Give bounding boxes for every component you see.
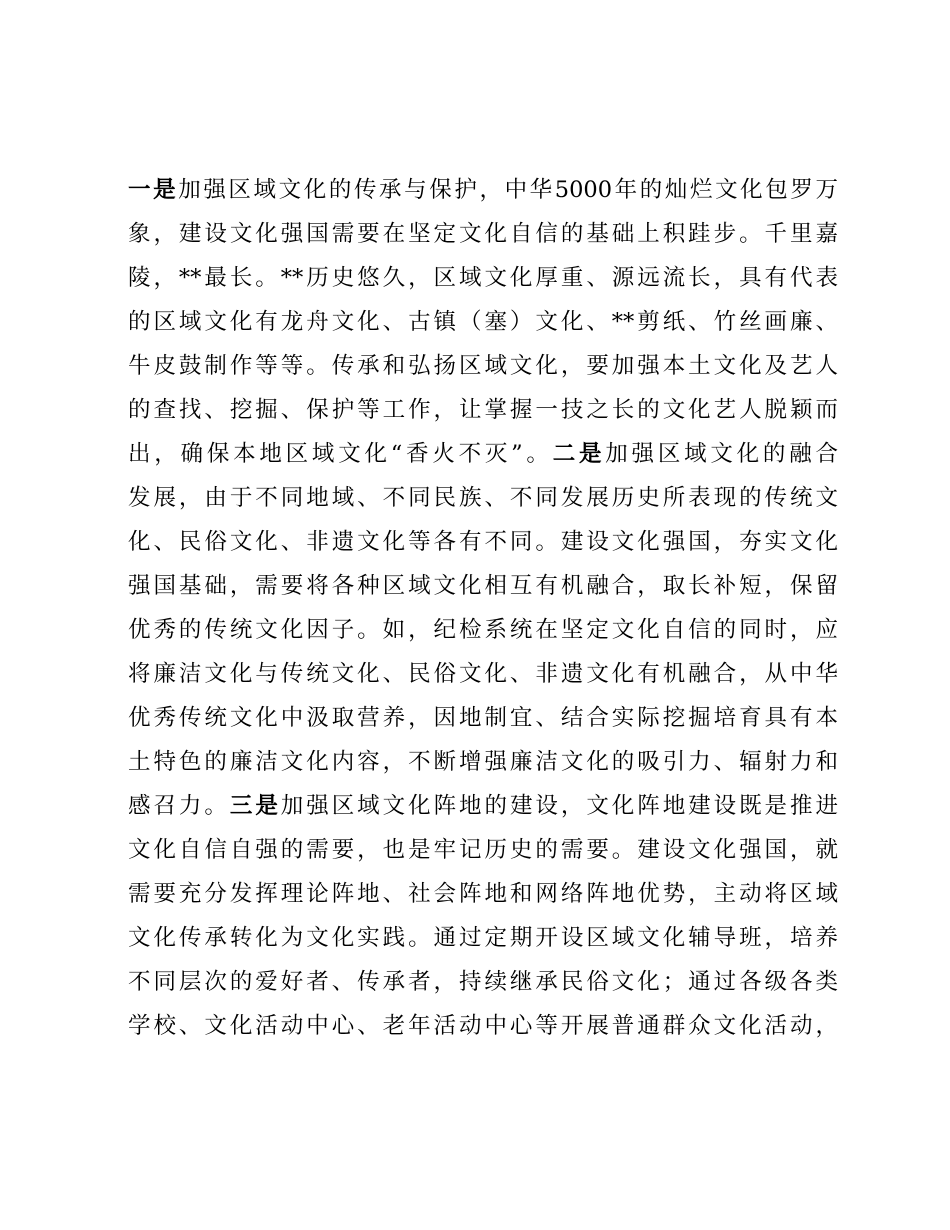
text-line: 象，建设文化强国需要在坚定文化自信的基础上积跬步。千里嘉 bbox=[128, 221, 838, 247]
text-line: 化、民俗文化、非遗文化等各有不同。建设文化强国，夯实文化 bbox=[128, 529, 838, 555]
text-line: 将廉洁文化与传统文化、民俗文化、非遗文化有机融合，从中华 bbox=[128, 661, 838, 687]
text-line: 不同层次的爱好者、传承者，持续继承民俗文化；通过各级各类 bbox=[128, 969, 838, 995]
point-one-marker: 一是 bbox=[128, 177, 179, 203]
text-line: 一是加强区域文化的传承与保护，中华5000年的灿烂文化包罗万 bbox=[128, 177, 838, 203]
point-two-marker: 二是 bbox=[552, 441, 606, 467]
text-line: 需要充分发挥理论阵地、社会阵地和网络阵地优势，主动将区域 bbox=[128, 881, 838, 907]
text-line: 发展，由于不同地域、不同民族、不同发展历史所表现的传统文 bbox=[128, 485, 838, 511]
text-line: 优秀的传统文化因子。如，纪检系统在坚定文化自信的同时，应 bbox=[128, 617, 838, 643]
text-line: 文化传承转化为文化实践。通过定期开设区域文化辅导班，培养 bbox=[128, 925, 838, 951]
text-line: 牛皮鼓制作等等。传承和弘扬区域文化，要加强本土文化及艺人 bbox=[128, 353, 838, 379]
text-line: 学校、文化活动中心、老年活动中心等开展普通群众文化活动， bbox=[128, 1013, 838, 1039]
text-line: 的区域文化有龙舟文化、古镇（塞）文化、**剪纸、竹丝画廉、 bbox=[128, 309, 838, 335]
text-line: 文化自信自强的需要，也是牢记历史的需要。建设文化强国，就 bbox=[128, 837, 838, 863]
point-three-marker: 三是 bbox=[229, 793, 281, 819]
text-line: 土特色的廉洁文化内容，不断增强廉洁文化的吸引力、辐射力和 bbox=[128, 749, 838, 775]
body-text bbox=[128, 168, 838, 1048]
text-line: 出，确保本地区域文化“香火不灭”。二是加强区域文化的融合 bbox=[128, 441, 838, 467]
text-line: 优秀传统文化中汲取营养，因地制宜、结合实际挖掘培育具有本 bbox=[128, 705, 838, 731]
text-line: 陵，**最长。**历史悠久，区域文化厚重、源远流长，具有代表 bbox=[128, 265, 838, 291]
text-line: 的查找、挖掘、保护等工作，让掌握一技之长的文化艺人脱颖而 bbox=[128, 397, 838, 423]
text-line: 强国基础，需要将各种区域文化相互有机融合，取长补短，保留 bbox=[128, 573, 838, 599]
text-line: 感召力。三是加强区域文化阵地的建设，文化阵地建设既是推进 bbox=[128, 793, 838, 819]
